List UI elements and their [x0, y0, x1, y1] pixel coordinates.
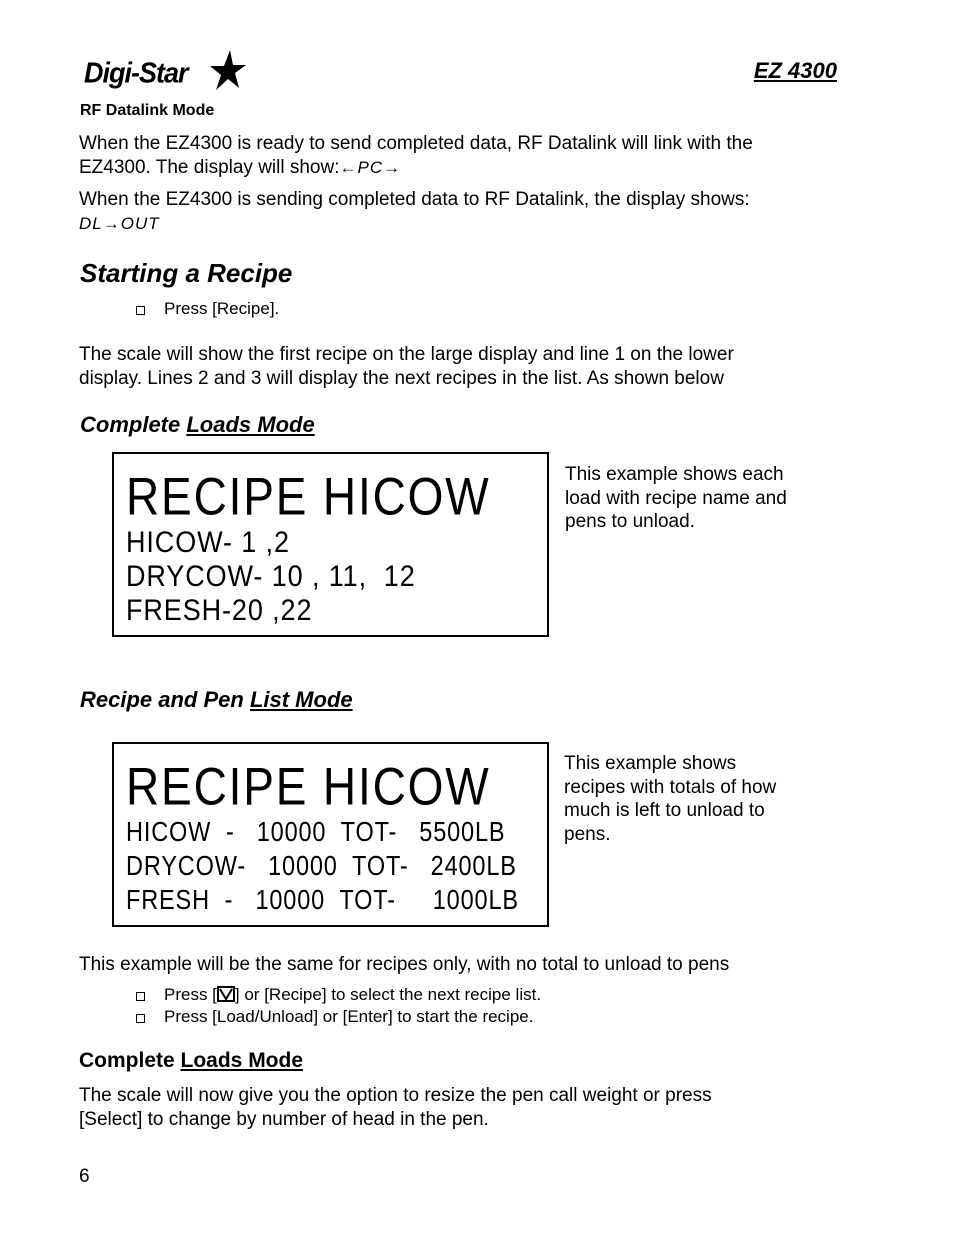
para-line-2: [Select] to change by number of head in the pen. — [79, 1109, 489, 1130]
loads-side-note — [565, 463, 825, 534]
complete-loads-mode-heading-2 — [79, 1049, 303, 1073]
lcd-display-list — [112, 742, 549, 927]
lcd-line-2: DRYCOW- 10 , 11, 12 — [126, 560, 416, 593]
side-note-line: pens to unload. — [565, 511, 695, 532]
checkbox-bullet-icon — [136, 1014, 145, 1023]
heading-underlined: List Mode — [249, 687, 353, 712]
rf-para-2 — [79, 188, 859, 236]
rf-para-2-line-1: When the EZ4300 is sending completed data to RF Datalink, the display shows: — [79, 189, 750, 210]
lcd-line-1: HICOW - 10000 TOT- 5500LB — [126, 816, 506, 847]
bullet-press-recipe — [136, 299, 279, 319]
side-note-line: pens. — [564, 823, 611, 845]
side-note-line: recipes with totals of how — [564, 776, 777, 798]
side-note-line: This example shows each — [565, 464, 784, 485]
lcd-big-line: RECIPE HICOW — [126, 757, 491, 816]
bullet-text: Press [Recipe]. — [164, 299, 280, 318]
heading-prefix: Complete — [79, 1049, 181, 1072]
bullet-text: Press [Load/Unload] or [Enter] to start the recipe. — [164, 1007, 534, 1026]
bullet-prefix: Press [ — [164, 985, 217, 1004]
starting-para-line-2: display. Lines 2 and 3 will display the next recipes in the list. As shown below — [79, 368, 724, 389]
starting-para — [79, 343, 859, 391]
rf-para-1 — [79, 132, 859, 180]
lcd-line-2: DRYCOW- 10000 TOT- 2400LB — [126, 850, 517, 881]
bullet-select-next — [136, 985, 541, 1005]
heading-underlined: Loads Mode — [186, 412, 315, 437]
side-note-line: much is left to unload to — [564, 800, 765, 821]
after-para: This example will be the same for recipes only, with no total to unload to pens — [79, 954, 730, 975]
lcd-line-3: FRESH-20 ,22 — [126, 594, 313, 627]
heading-prefix: Recipe and Pen — [80, 687, 250, 712]
digi-star-logo — [80, 50, 245, 92]
lcd-line-3: FRESH - 10000 TOT- 1000LB — [126, 884, 519, 915]
dl-out-display-readout: DL→OUT — [79, 214, 160, 233]
rf-para-1-text: EZ4300. The display will show: — [79, 157, 340, 178]
bullet-suffix: ] or [Recipe] to select the next recipe list. — [234, 985, 542, 1004]
loads-mode-2-para — [79, 1084, 859, 1132]
rf-para-1-line-1: When the EZ4300 is ready to send completed data, RF Datalink will link with the — [79, 133, 753, 154]
heading-prefix: Complete — [80, 412, 187, 437]
lcd-big-line: RECIPE HICOW — [126, 467, 491, 526]
page-number: 6 — [79, 1166, 90, 1187]
star-icon — [202, 50, 246, 92]
starting-recipe-heading: Starting a Recipe — [80, 258, 293, 288]
checkbox-bullet-icon — [136, 306, 145, 315]
lcd-line-1: HICOW- 1 ,2 — [126, 526, 290, 559]
side-note-line: This example shows — [564, 753, 737, 774]
bullet-start-recipe — [136, 1007, 533, 1027]
complete-loads-mode-heading — [80, 412, 315, 438]
pc-display-readout: ←PC→ — [339, 158, 402, 177]
model-title: EZ 4300 — [753, 58, 837, 83]
list-mode-heading — [80, 687, 353, 713]
down-arrow-key-icon — [217, 986, 235, 1002]
rf-datalink-heading: RF Datalink Mode — [80, 102, 215, 119]
starting-para-line-1: The scale will show the first recipe on the large display and line 1 on the lower — [79, 344, 734, 365]
rf-para-1-line-2 — [79, 156, 859, 180]
logo-text: Digi-Star — [84, 57, 188, 89]
side-note-line: load with recipe name and — [565, 487, 787, 509]
heading-underlined: Loads Mode — [180, 1049, 304, 1072]
para-line-1: The scale will now give you the option to resize the pen call weight or press — [79, 1085, 712, 1106]
lcd-display-loads — [112, 452, 549, 637]
checkbox-bullet-icon — [136, 992, 145, 1001]
list-side-note — [564, 752, 824, 846]
